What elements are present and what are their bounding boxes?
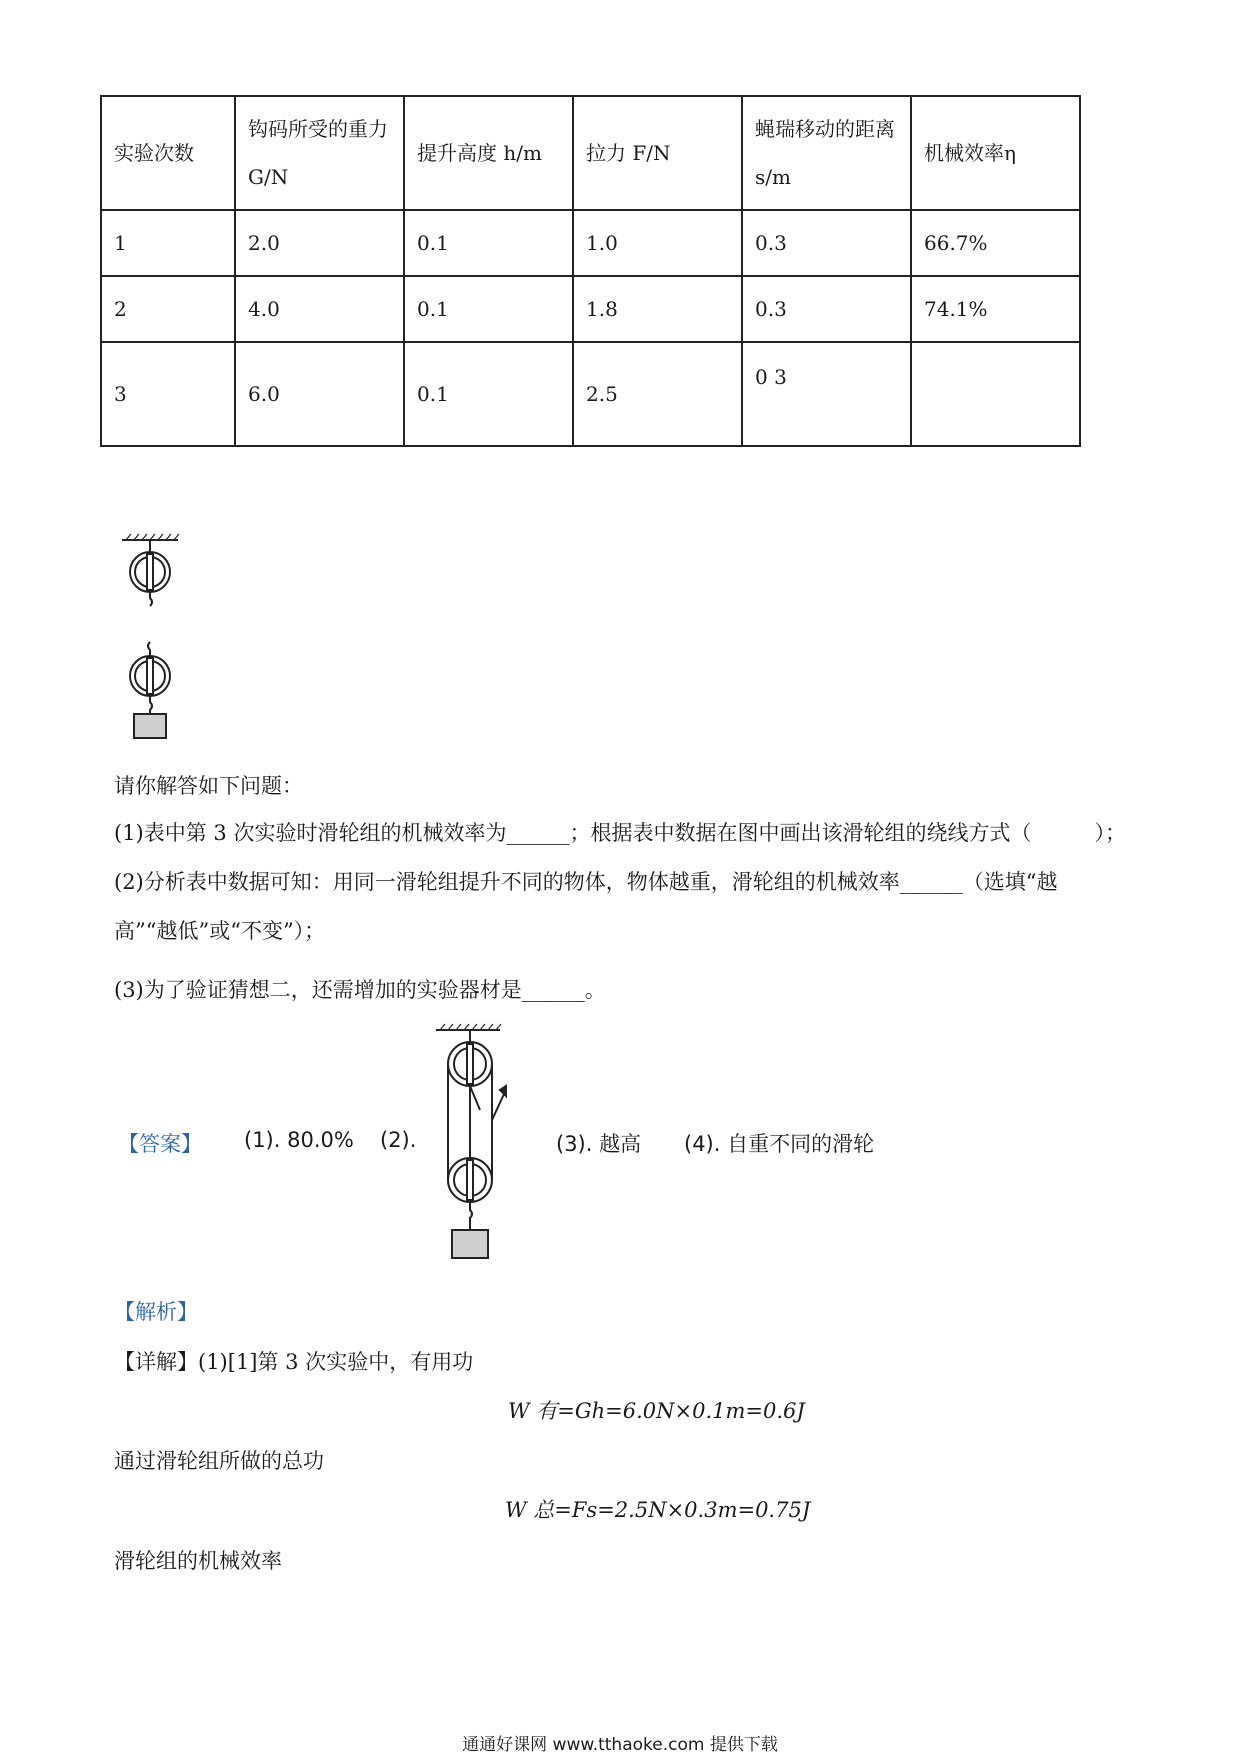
- table-cell: 0.3: [742, 210, 911, 276]
- formula-total-work: W 总=Fs=2.5N×0.3m=0.75J: [505, 1498, 811, 1522]
- table-cell: [911, 342, 1080, 446]
- detail-label: 【详解】: [114, 1350, 198, 1374]
- efficiency-text: 滑轮组的机械效率: [114, 1549, 282, 1573]
- questions-intro: 请你解答如下问题：: [114, 774, 303, 798]
- formula-useful-work: W 有=Gh=6.0N×0.1m=0.6J: [508, 1399, 805, 1423]
- table-cell: 1.8: [573, 276, 742, 342]
- question-3: (3)为了验证猜想二，还需增加的实验器材是______。: [114, 978, 606, 1002]
- table-cell: 0.1: [404, 276, 573, 342]
- pulley-diagram: [118, 530, 188, 750]
- analysis-label: 【解析】: [114, 1300, 198, 1324]
- table-cell: 2.5: [573, 342, 742, 446]
- table-cell: 74.1%: [911, 276, 1080, 342]
- table-cell: 4.0: [235, 276, 404, 342]
- table-row: [101, 342, 1080, 446]
- experiment-table: [100, 95, 1081, 447]
- answer-1: (1). 80.0%: [244, 1128, 354, 1152]
- table-row: [101, 210, 1080, 276]
- detail-line: [114, 1346, 473, 1376]
- answer-4: (4). 自重不同的滑轮: [684, 1132, 875, 1156]
- question-2-line-1: (2)分析表中数据可知：用同一滑轮组提升不同的物体，物体越重，滑轮组的机械效率______（选填“越: [114, 870, 1058, 894]
- header-cell: 钩码所受的重力 G/N: [235, 96, 404, 210]
- header-cell: 蝇瑞移动的距离 s/m: [742, 96, 911, 210]
- table-header-row: [101, 96, 1080, 210]
- detail-text: (1)[1]第 3 次实验中，有用功: [198, 1350, 474, 1374]
- table-cell: 3: [101, 342, 235, 446]
- header-cell: 机械效率η: [911, 96, 1080, 210]
- question-2-line-2: 高”“越低”或“不变”）；: [114, 919, 326, 943]
- question-1: (1)表中第 3 次实验时滑轮组的机械效率为______；根据表中数据在图中画出该滑轮组的绕线方式（ ）；: [114, 821, 1126, 845]
- header-cell: 提升高度 h/m: [404, 96, 573, 210]
- table-cell: 0.3: [742, 276, 911, 342]
- answer-label: 【答案】: [118, 1132, 202, 1156]
- table-cell: 6.0: [235, 342, 404, 446]
- table-cell: 0.1: [404, 342, 573, 446]
- table-cell: 1: [101, 210, 235, 276]
- answer-pulley-diagram: [430, 1020, 510, 1270]
- table-cell: 1.0: [573, 210, 742, 276]
- table-cell: 0 3: [742, 342, 911, 446]
- answer-2: (2).: [380, 1128, 417, 1152]
- header-cell: 拉力 F/N: [573, 96, 742, 210]
- table-cell: 66.7%: [911, 210, 1080, 276]
- answer-3: (3). 越高: [556, 1132, 642, 1156]
- table-cell: 2: [101, 276, 235, 342]
- total-work-text: 通过滑轮组所做的总功: [114, 1449, 324, 1473]
- page-footer: 通通好课网 www.tthaoke.com 提供下载: [462, 1735, 778, 1755]
- table-cell: 0.1: [404, 210, 573, 276]
- table-row: [101, 276, 1080, 342]
- header-cell: 实验次数: [101, 96, 235, 210]
- table-cell: 2.0: [235, 210, 404, 276]
